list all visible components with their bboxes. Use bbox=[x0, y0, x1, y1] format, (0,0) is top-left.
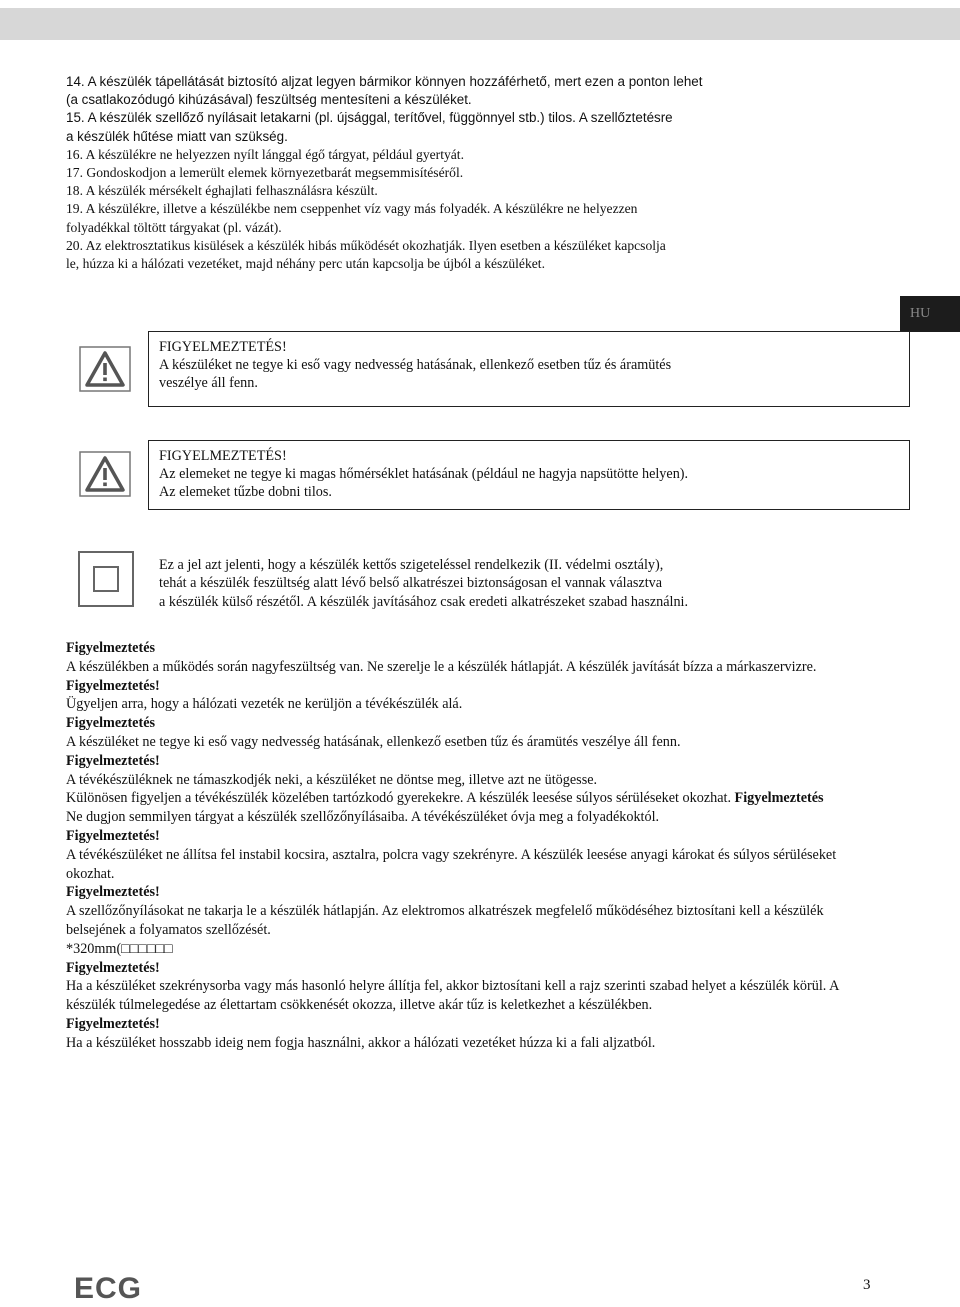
warning-text: A készüléket ne tegye ki eső vagy nedvesség hatásának, ellenkező esetben tűz és áramütés bbox=[159, 357, 672, 373]
list-line: a készülék hűtése miatt van szükség. bbox=[66, 128, 288, 144]
warning-title: FIGYELMEZTETÉS! bbox=[159, 339, 287, 355]
list-line: 14. A készülék tápellátását biztosító aljzat legyen bármikor könnyen hozzáférhető, mert ezen a ponton lehet bbox=[66, 74, 703, 89]
list-line: 15. A készülék szellőző nyílásait letakarni (pl. újsággal, terítővel, függönnyel stb.) tilos. A szellőztetésre bbox=[66, 110, 673, 126]
list-line: le, húzza ki a hálózati vezetéket, majd néhány perc után kapcsolja be újból a készüléket. bbox=[66, 256, 545, 272]
body-line: Ne dugjon semmilyen tárgyat a készülék szellőzőnyílásaiba. A tévékészüléket óvja meg a folyadékoktól. bbox=[66, 809, 660, 826]
list-line: folyadékkal töltött tárgyakat (pl. vázát). bbox=[66, 219, 282, 235]
body-line: Figyelmeztetés! bbox=[66, 752, 160, 769]
warning-text: Az elemeket ne tegye ki magas hőmérséklet hatásának (például ne hagyja napsütötte helyen). bbox=[159, 466, 689, 482]
body-line: Ha a készüléket hosszabb ideig nem fogja használni, akkor a hálózati vezetéket húzza ki a fali aljzatból. bbox=[66, 1034, 656, 1051]
body-line: A tévékészüléket ne állítsa fel instabil kocsira, asztalra, polcra vagy szekrényre. A készülék leesése anyagi károkat és súlyos sérüléseket bbox=[66, 846, 837, 863]
ecg-logo: ECG bbox=[74, 1272, 143, 1305]
body-line: A készüléket ne tegye ki eső vagy nedvesség hatásának, ellenkező esetben tűz és áramütés veszélye áll fenn. bbox=[66, 733, 681, 750]
page-number: 3 bbox=[863, 1277, 871, 1293]
body-line: Figyelmeztetés bbox=[66, 640, 156, 656]
list-line: 16. A készülékre ne helyezzen nyílt lánggal égő tárgyat, például gyertyát. bbox=[66, 146, 464, 162]
body-line: Ha a készüléket szekrénysorba vagy más hasonló helyre állítja fel, akkor biztosítani kell a rajz szerinti szabad helyet a készülék körül. A bbox=[66, 978, 840, 995]
warning-triangle-icon bbox=[79, 451, 131, 497]
warnings-body bbox=[66, 639, 946, 1053]
body-line: belsejének a folyamatos szellőzését. bbox=[66, 921, 271, 938]
class2-line: a készülék külső részétől. A készülék javításához csak eredeti alkatrészeket szabad használni. bbox=[159, 593, 689, 610]
list-line: 19. A készülékre, illetve a készülékbe nem cseppenhet víz vagy más folyadék. A készülékre ne helyezzen bbox=[66, 201, 638, 217]
list-line: (a csatlakozódugó kihúzásával) feszültség mentesíteni a készüléket. bbox=[66, 92, 472, 108]
warning-box-batteries bbox=[148, 440, 910, 510]
warning-text: Az elemeket tűzbe dobni tilos. bbox=[159, 484, 332, 500]
list-line: 17. Gondoskodjon a lemerült elemek környezetbarát megsemmisítéséről. bbox=[66, 165, 464, 181]
class2-line: tehát a készülék feszültség alatt lévő belső alkatrészei biztonságosan el vannak választva bbox=[159, 575, 663, 592]
double-insulation-icon bbox=[78, 551, 134, 607]
body-line: okozhat. bbox=[66, 865, 115, 882]
body-line: *320mm(□□□□□□ bbox=[66, 940, 173, 957]
body-line: A szellőzőnyílásokat ne takarja le a készülék hátlapján. Az elektromos alkatrészek megfelelő működéséhez biztosítani kell a készülék bbox=[66, 903, 824, 920]
body-line: Figyelmeztetés! bbox=[66, 677, 160, 694]
body-line: készülék túlmelegedése az élettartam csökkenését okozza, illetve akár tűz is keletkezhet a készülékben. bbox=[66, 997, 653, 1014]
body-line: Figyelmeztetés! bbox=[66, 884, 160, 901]
safety-list bbox=[66, 73, 906, 273]
list-line: 20. Az elektrosztatikus kisülések a készülék hibás működését okozhatják. Ilyen esetben a készüléket kapcsolja bbox=[66, 237, 666, 253]
body-line: Figyelmeztetés bbox=[66, 715, 156, 732]
body-line: A készülékben a működés során nagyfeszültség van. Ne szerelje le a készülék hátlapját. A készülék javítását bízza a márkaszervizre. bbox=[66, 658, 817, 675]
warning-box-moisture bbox=[148, 331, 910, 407]
body-line: A tévékészüléknek ne támaszkodjék neki, a készüléket ne döntse meg, illetve azt ne ütögesse. bbox=[66, 771, 598, 788]
list-line: 18. A készülék mérsékelt éghajlati felhasználásra készült. bbox=[66, 183, 378, 199]
body-line: Figyelmeztetés! bbox=[66, 827, 160, 844]
body-line: Ügyeljen arra, hogy a hálózati vezeték ne kerüljön a tévékészülék alá. bbox=[66, 696, 463, 713]
body-line: Figyelmeztetés! bbox=[66, 959, 160, 976]
warning-text: veszélye áll fenn. bbox=[159, 375, 258, 391]
header-bar bbox=[0, 8, 960, 40]
class2-line: Ez a jel azt jelenti, hogy a készülék kettős szigeteléssel rendelkezik (II. védelmi osztály), bbox=[159, 557, 664, 573]
warning-title: FIGYELMEZTETÉS! bbox=[159, 448, 287, 464]
warning-triangle-icon bbox=[79, 346, 131, 392]
class2-description bbox=[159, 556, 919, 611]
language-tab: HU bbox=[900, 296, 960, 332]
body-line: Figyelmeztetés! bbox=[66, 1015, 160, 1032]
body-line: Különösen figyeljen a tévékészülék közelében tartózkodó gyerekekre. A készülék leesése súlyos sérüléseket okozhat. Figyelmeztetés bbox=[66, 790, 824, 807]
